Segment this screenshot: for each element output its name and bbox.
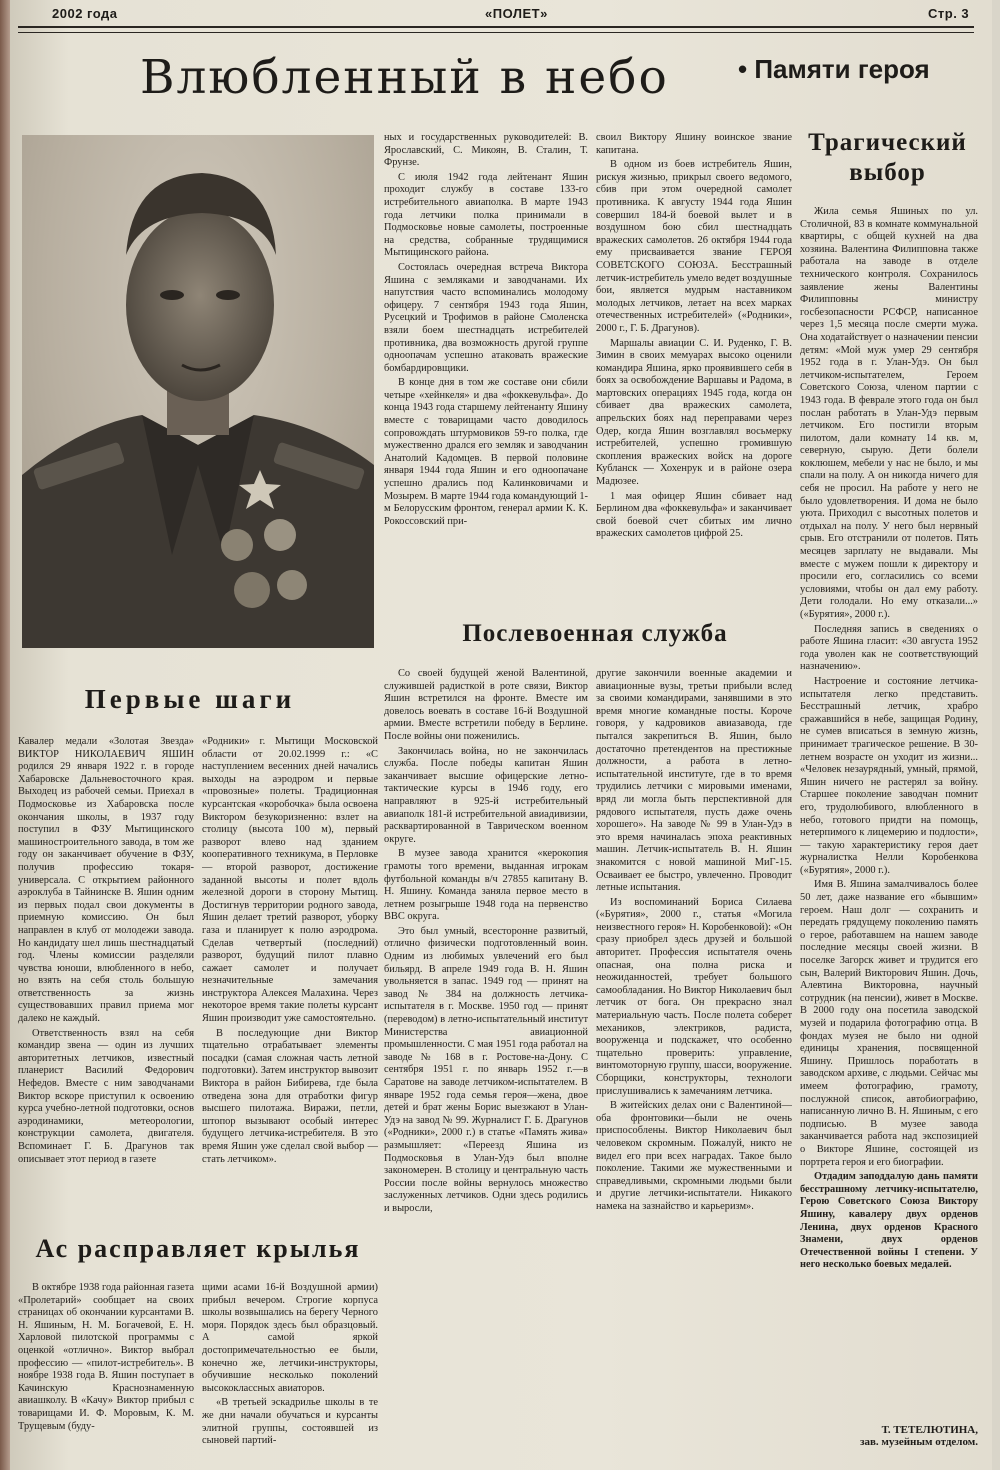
paragraph: Закончилась война, но не закончилась служба. После победы капитан Яшин заканчивает высшие офицерские летно-тактические курсы в 1946 году, его направляют в 925-й истребительный авиаполк 181-й истребительной авиадивизии, расквартированной в Таврическом военном округе.	[384, 745, 588, 845]
header-paper-name: «ПОЛЕТ»	[485, 6, 548, 21]
header-rule	[18, 26, 974, 28]
article-column-1	[18, 736, 194, 1232]
paragraph: Со своей будущей женой Валентиной, служившей радисткой в роте связи, Виктор Яшин встретился на фронте. Вместе им довелось воевать в составе 16-й Воздушной армии. Вместе встретили победу в Берлине. После войны они поженились.	[384, 668, 588, 742]
paragraph: «Родники» г. Мытищи Московской области от 20.02.1999 г.: «С наступлением весенних дней начались выходы на аэродром и первые «провозные» полеты. Традиционная курсантская «коробочка» была освоена Виктором безукоризненно: взлет на столицу (высота 100 м), первый разворот влево над зданием кооперативного техникума, в Перловке — второй разворот, достижение заданной высоты и полет вдоль железной дороги в сторону Мытищ. Достигнув территории родного завода, Яшин делает третий разворот, уборку газа и планирует к полю аэродрома. Сделав четвертый (последний) разворот, будущий пилот плавно сажает самолет и получает незначительные замечания инструктора Алексея Малахина. Через некоторое время такие полеты курсант Яшин производит уже самостоятельно.	[202, 736, 378, 1025]
paragraph: щими асами 16-й Воздушной армии) прибыл вечером. Строгие корпуса школы возвышались на берегу Черного моря. Порядок здесь был образцовый. А самой яркой достопримечательностью ее были, конечно же, летчики-инструкторы, обучившие несколько поколений высококлассных авиаторов.	[202, 1282, 378, 1394]
paragraph: С июля 1942 года лейтенант Яшин проходит службу в составе 133-го истребительного авиаполка. В марте 1943 года летчики полка принимали в Подмосковье новые самолеты, построенные на средства, собранные трудящимися Мытищинского района.	[384, 171, 588, 259]
paragraph: Состоялась очередная встреча Виктора Яшина с земляками и заводчанами. Их напутствия часто вспоминались молодому офицеру. 7 сентября 1943 года Яшин, Русецкий и Трофимов в районе Смоленска взяли боем шестнадцать истребителей противника, два возможность другой группе одноопачам успешно атаковать вражеские бомбардировщики.	[384, 261, 588, 374]
header-rule-thin	[18, 32, 974, 33]
newspaper-page	[10, 0, 992, 1470]
paragraph: другие закончили военные академии и авиационные вузы, третьи прибыли вслед за своими командирами, занявшими в это время многие командные посты. Короче говоря, у кадровиков авиазавода, где пытался закрепиться В. Яшин, было достаточно претендентов на престижные должности, а работа в летно-испытательной институте, где в то время трудились летчики с мировыми именами, вряд ли могла быть перспективной для рядового испытателя, пусть даже очень хорошего». На заводе № 99 в Улан-Удэ в это время начиналась эпоха реактивных машин. Летчик-испытатель В. Н. Яшин знакомится с новой машиной МиГ-15. Осваивает ее быстро, увлеченно. Проводит летные испытания.	[596, 668, 792, 894]
paragraph: 1 мая офицер Яшин сбивает над Берлином два «фоккевульфа» и заканчивает свой боевой счет сбитых им лично вражеских самолетов цифрой 25.	[596, 490, 792, 540]
paragraph: В житейских делах они с Валентиной—оба фронтовики—были не очень приспособлены. Виктор Николаевич был человеком скромным. Пожалуй, никто не видел его при всех наградах. Такое было поколение. Такими же мужественными и справедливыми, скромными людьми были и другие летчики-испытатели. Никакого намека на зазнайство и карьеризм».	[596, 1100, 792, 1212]
paragraph: Маршалы авиации С. И. Руденко, Г. В. Зимин в своих мемуарах высоко оценили командира Яшина, ярко проявившего себя в боях за освобождение Варшавы и Радома, в мартовских операциях 1945 года, когда он сбивает два вражеских самолета, апрельских боях над переправами через Одер, когда Яшин возглавлял восьмерку истребителей, успешно громившую скопления вражеских войск на дороге Кубланск — Хохенрук и в районе озера Мадюзее.	[596, 337, 792, 488]
article-column-2	[202, 736, 378, 1232]
article-title: Влюбленный в небо	[140, 50, 669, 105]
paragraph: Отдадим заподдалую дань памяти бесстрашному летчику-испытателю, Герою Советского Союза Виктору Яшину, кавалеру двух орденов Ленина, двух орденов Красного Знамени, двух орденов Отечественной войны I степени. У него несколько боевых медалей.	[800, 1171, 978, 1271]
article-column-5	[800, 206, 978, 1424]
paragraph: В октябре 1938 года районная газета «Пролетарий» сообщает на своих страницах об окончании курсантами В. Н. Яшиным, Н. М. Богачевой, Е. Н. Харловой пилотской программы с оценкой «отлично». Виктор выбрал профессию — «пилот-истребитель». В ноябре 1938 года В. Яшин поступает в Качинскую Краснознаменную авиашколу. В «Качу» Виктор прибыл с товарищами И. Ф. Моровым, К. М. Трущевым (буду-	[18, 1282, 194, 1432]
page-edge	[0, 0, 10, 1470]
wings-column-2	[202, 1282, 378, 1460]
portrait-photo	[22, 135, 374, 648]
paragraph: В одном из боев истребитель Яшин, рискуя жизнью, прикрыл своего ведомого, сбив при этом очередной самолет противника. К августу 1944 года Яшин совершил 184-й боевой вылет и в воздушном бою сбил шестнадцать вражеских самолетов. 26 октября 1944 года ему присваивается звание ГЕРОЯ СОВЕТСКОГО СОЮЗА. Бесстрашный летчик-истребитель умело ведет воздушные бои, является мудрым наставником молодых летчиков, летает на всех марках отечественных истребителей» («Родники», 2000 г., Г. Б. Драгунов).	[596, 159, 792, 334]
header-page-number: Стр. 3	[928, 6, 970, 21]
author-role: зав. музейным отделом.	[860, 1436, 978, 1448]
header-date: 2002 года	[52, 6, 118, 21]
paragraph: ных и государственных руководителей: В. Ярославский, С. Микоян, В. Сталин, Т. Фрунзе.	[384, 132, 588, 169]
author-name: Т. ТЕТЕЛЮТИНА,	[881, 1424, 978, 1436]
paragraph: своил Виктору Яшину воинское звание капитана.	[596, 132, 792, 156]
rubric-label: • Памяти героя	[738, 54, 930, 84]
section-heading-postwar: Послевоенная служба	[462, 620, 728, 647]
paragraph: Имя В. Яшина замалчивалось более 50 лет, даже название его «бывшим» героем. Наш долг — сохранить и передать грядущему поколению память о герое, работавшем на нашем заводе последние месяцы своей жизни. В поселке Загорск живет и трудится его сын, Валерий Викторович Яшин. Дочь, Алевтина Викторовна, научный сотрудник (на пенсии), живет в Москве. В 2000 году она посетила заводской музей и подарила фотографию отца. В фондах музея не было ни одной единицы хранения, посвященной Яшину. Пришлось поработать в заводском архиве, с людьми. Сейчас мы имеем фотографию, грамоту, послужной список, автобиографию, написанную лично В. Н. Яшиным, с его подписью. В музее завода заканчивается работа над экспозицией о Викторе Яшине, состоящей из портрета героя и его биографии.	[800, 879, 978, 1168]
postwar-column-2	[596, 668, 792, 1448]
postwar-column-1	[384, 668, 588, 1448]
paragraph: «В третьей эскадрилье школы в те же дни начали обучаться и курсанты элитной группы, состоявшей из сыновей партий-	[202, 1397, 378, 1447]
paragraph: Жила семья Яшиных по ул. Столичной, 83 в комнате коммунальной квартиры, с общей кухней на два хозяина. Валентина Филипповна также работала на заводе в отделе технического контроля. Сохранилось заявление жены Валентины Филипповны министру госбезопасности РСФСР, написанное через 1,5 месяца после смерти мужа. Она ходатайствует о назначении пенсии детям: «Мой муж умер 29 сентября 1952 года в г. Улан-Удэ. Он был летчиком-испытателем, Героем Советского Союза, членом партии с 1943 года. В феврале этого года он был послан работать в Улан-Удэ первым летчиком. Его постигли вторым пилотом, дали комнату 14 кв. м, северную, сырую. Дети болели коклюшем, мебели у нас не было, и мы спали на полу. А он никогда ничего для себя не просил. На работе у него не было удовлетворения. И дома не было уюта. Приходил с высотных полетов и отдыхал на полу. У него был нервный срыв. Его отстранили от полетов. Пять месяцев зарплату не выдавали. Мы вместе с мужем пошли к директору и просили его, согласились со всеми условиями, чтобы он дал ему работу. Дети голодали. Но ему отказали...» («Бурятия», 2000 г.).	[800, 206, 978, 620]
paragraph: В конце дня в том же составе они сбили четыре «хейнкеля» и два «фоккевульфа». До конца 1943 года старшему лейтенанту Яшину вместе с товарищами часто доводилось сопровождать штурмовиков 59-го полка, где мужественно дрался его земляк и заводчанин Анатолий Кадомцев. В первой половине января 1944 года Яшин и его одноопачане успешно дрались под Калинковичами и Мозырем. В марте 1944 года командующий 1-м Белорусским фронтом, генерал армии К. К. Рокоссовский при-	[384, 377, 588, 527]
paragraph: Кавалер медали «Золотая Звезда» ВИКТОР НИКОЛАЕВИЧ ЯШИН родился 29 января 1922 г. в городе Хабаровске Дальневосточного края. Выходец из рабочей семьи. Приехал в Подмосковье из Хабаровска после окончания школы, в 1937 году поступил в ФЗУ Мытищинского машиностроительного завода, в том же году он заканчивает обучение в ФЗУ, получив профессию токаря-универсала. С открытием районного аэроклуба в Тайнинске В. Яшин одним из первых подал свои документы в приемную комиссию. Он был направлен в клуб от молодежи завода. Но кандидату шел лишь шестнадцатый год. Члены комиссии разделяли чувства юноши, влюбленного в небо, но взять на себя столь большую ответственность за жизнь существовавших правил приема мог далеко не каждый.	[18, 736, 194, 1025]
wings-column-1	[18, 1282, 194, 1460]
author-signature	[800, 1424, 978, 1448]
portrait-illustration	[22, 135, 374, 648]
paragraph: Из воспоминаний Бориса Силаева («Бурятия», 2000 г., статья «Могила неизвестного героя» Н. Коробенковой): «Он сразу приобрел здесь друзей и большой авторитет. Профессия испытателя очень опасная, она полна риска и неожиданностей, требует большого самообладания. Но Виктор Николаевич был летчик от бога. Он прекрасно знал материальную часть. После полета соберет механиков, электриков, радиста, вооруженца и подскажет, что особенно тщательно проверить: управление, винтомоторную группу, шасси, вооружение. Сборщики, конструкторы, технологи прислушивались к замечаниям летчика.	[596, 896, 792, 1097]
paragraph: В музее завода хранится «керокопия грамоты того времени, выданная игрокам футбольной команды в/ч 27855 капитану В. Н. Яшину. Команда заняла первое место в летнем розыгрыше 1948 года на первенство ВВС округа.	[384, 848, 588, 923]
paragraph: Ответственность взял на себя командир звена — один из лучших авторитетных летчиков, известный планерист Василий Федорович Нефедов. Вместе с ним заводчанами Виктор вскоре приступил к освоению курса учебно-летной подготовки, основ аэродинамики, метеорологии, конструкции самолета, двигателя. Вспоминает Г. Б. Драгунов так описывает этот период в газете	[18, 1027, 194, 1165]
paragraph: Настроение и состояние летчика-испытателя легко представить. Бесстрашный летчик, храбро сражавшийся в небе, защищая Родину, не сумев вписаться в земную жизнь, принимает трагическое решение. В 30-летнем возрасте он уходит из жизни... «Человек незаурядный, умный, прямой, Яшин ничего не растерял за войну. Старшее поколение заводчан помнит его, трудолюбивого, влюбленного в небо, готового придти на помощь, нетерпимого к лицемерию и подлости»,— такую характеристику героя дает журналистка Нелли Коробенкова («Бурятия», 2000 г.).	[800, 675, 978, 876]
paragraph: В последующие дни Виктор тщательно отрабатывает элементы посадки (самая сложная часть летной подготовки). Затем инструктор вывозит Виктора в район Бибирева, где была отведена зона для отработки фигур высшего пилотажа. Виражи, петли, штопор вызывают особый интерес будущего летчика-истребителя. В это время Яшин уже сделал свой выбор — стать летчиком».	[202, 1027, 378, 1165]
article-column-4	[596, 132, 792, 602]
section-heading-tragic: Трагический выбор	[808, 129, 967, 186]
paragraph: Последняя запись в сведениях о работе Яшина гласит: «30 августа 1952 года уволен как не соответствующий назначению».	[800, 623, 978, 673]
section-heading-first-steps: Первые шаги	[84, 684, 296, 714]
section-heading-wings: Ас расправляет крылья	[35, 1234, 361, 1263]
paragraph: Это был умный, всесторонне развитый, отлично физически подготовленный воин. Одним из любимых увлечений его был бильярд. В апреле 1949 года В. Н. Яшин увольняется в запас. 1949 год — принят на завод № 384 на должность летчика-испытателя в г. Москве. 1950 год — принят (переводом) в летно-испытательный институт Министерства авиационной промышленности. С мая 1951 года работал на заводе № 168 в г. Ростове-на-Дону. С сентября 1951 г. по январь 1952 г.—в Саратове на заводе летчиком-испытателем. В январе 1952 года семья героя—жена, двое детей и брат жены Борис выезжают в Улан-Удэ на завод № 99. Журналист Г. Б. Драгунов («Родники», 2000 г.) в статье «Память жива» размышляет: «Переезд Яшина из Подмосковья в Улан-Удэ был вполне закономерен. В столицу и центральную часть России после войны вернулось множество заслуженных летчиков. Одни здесь родились и выросли,	[384, 925, 588, 1214]
article-column-3	[384, 132, 588, 590]
